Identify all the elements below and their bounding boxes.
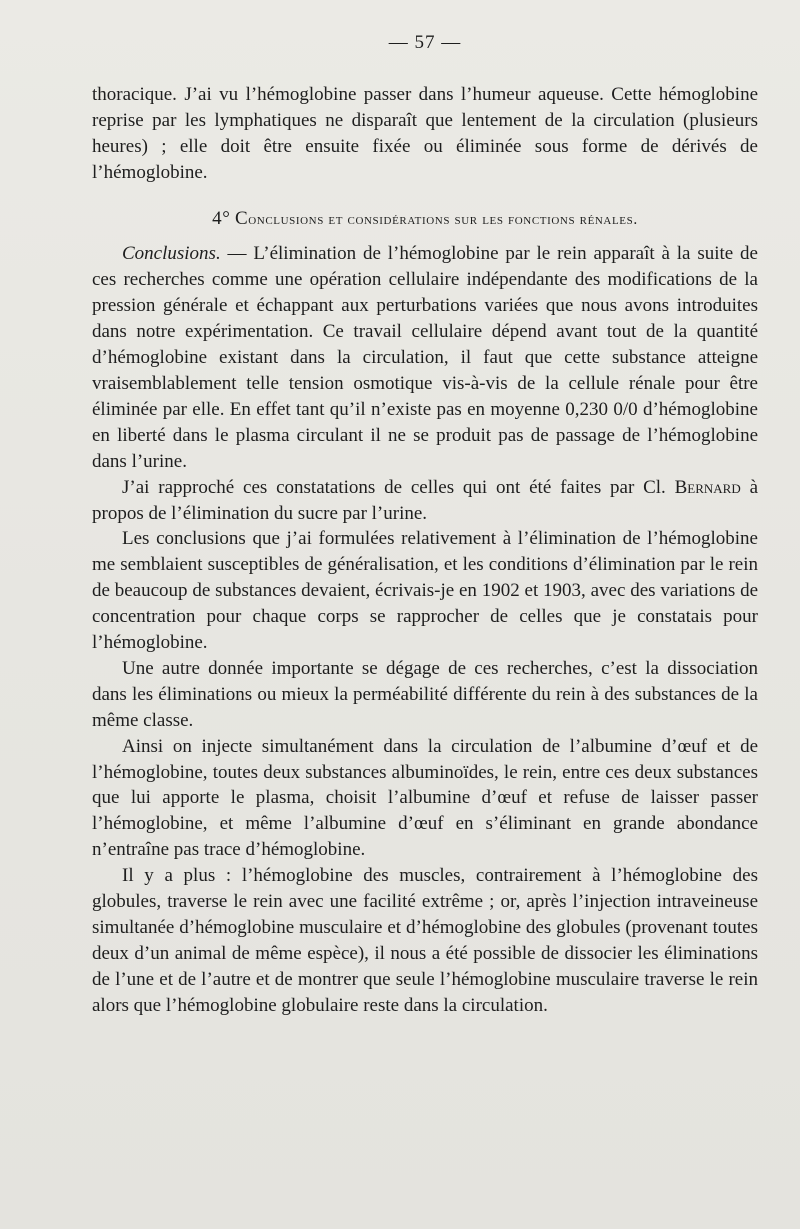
paragraph-dissociation: Une autre donnée importante se dégage de ces recherches, c’est la dissociation dans les éliminations ou mieux la perméabilité différente du rein à des substances de la même classe. <box>92 657 758 731</box>
book-page <box>92 30 758 1019</box>
bernard-before: J’ai rapproché ces constatations de celles qui ont été faites par Cl. <box>122 476 675 498</box>
bernard-after: à propos de l’élimination du sucre par l’urine. <box>92 476 758 524</box>
intro-paragraph: thoracique. J’ai vu l’hémoglobine passer dans l’humeur aqueuse. Cette hémoglobine reprise par les lymphatiques ne disparaît que lentement de la circulation (plusieurs heures) ; elle doit être ensuite fixée ou éliminée sous forme de dérivés de l’hémoglobine. <box>92 83 758 183</box>
section-number: 4° <box>212 207 231 229</box>
conclusions-text: — L’élimination de l’hémoglobine par le rein apparaît à la suite de ces recherches comme une opération cellulaire indépendante des modifications de la pression générale et échappant aux perturbations variées que nous avons introduites dans notre expérimentation. Ce travail cellulaire dépend avant tout de la quantité d’hémoglobine existant dans la circulation, il faut que cette substance atteigne vraisemblablement telle tension osmotique vis-à-vis de la cellule rénale pour être éliminée par elle. En effet tant qu’il n’existe pas en moyenne 0,230 0/0 d’hémoglobine en liberté dans le plasma circulant il ne se produit pas de passage de l’hémoglobine dans l’urine. <box>92 243 758 472</box>
paragraph-albumine: Ainsi on injecte simultanément dans la circulation de l’albumine d’œuf et de l’hémoglobine, toutes deux substances albuminoïdes, le rein, entre ces deux substances que lui apporte le plasma, choisit l’albumine d’œuf et refuse de laisser passer l’hémoglobine, et même l’albumine d’œuf en s’éliminant en grande abondance n’entraîne pas trace d’hémoglobine. <box>92 735 758 861</box>
section-heading-first-word: onclusions <box>248 210 324 228</box>
section-heading <box>92 206 758 233</box>
conclusions-lead: Conclusions. <box>122 243 221 265</box>
page-number: — 57 — <box>388 32 462 53</box>
paragraph-muscles: Il y a plus : l’hémoglobine des muscles, contrairement à l’hémoglobine des globules, traverse le rein avec une facilité extrême ; or, après l’injection intraveineuse simultanée d’hémoglobine musculaire et d’hémoglobine des globules (provenant toutes deux d’un animal de même espèce), il nous a été possible de dissocier les éliminations de l’une et de l’autre et de montrer que seule l’hémoglobine musculaire traverse le rein alors que l’hémoglobine globulaire reste dans la circulation. <box>92 865 758 1016</box>
bernard-name: Bernard <box>674 476 741 498</box>
paragraph-bernard <box>92 475 758 527</box>
section-heading-rest: et considérations sur les fonctions rénales. <box>328 210 638 228</box>
paragraph-conclusions <box>92 241 758 474</box>
paragraph-generalisation: Les conclusions que j’ai formulées relativement à l’élimination de l’hémoglobine me semblaient susceptibles de généralisation, et les conditions d’élimination par le rein de beaucoup de substances devaient, écrivais-je en 1902 et 1903, avec des variations de concentration pour chaque corps se rapprocher de celles que je constatais pour l’hémoglobine. <box>92 528 758 654</box>
section-heading-initial: C <box>234 207 249 229</box>
